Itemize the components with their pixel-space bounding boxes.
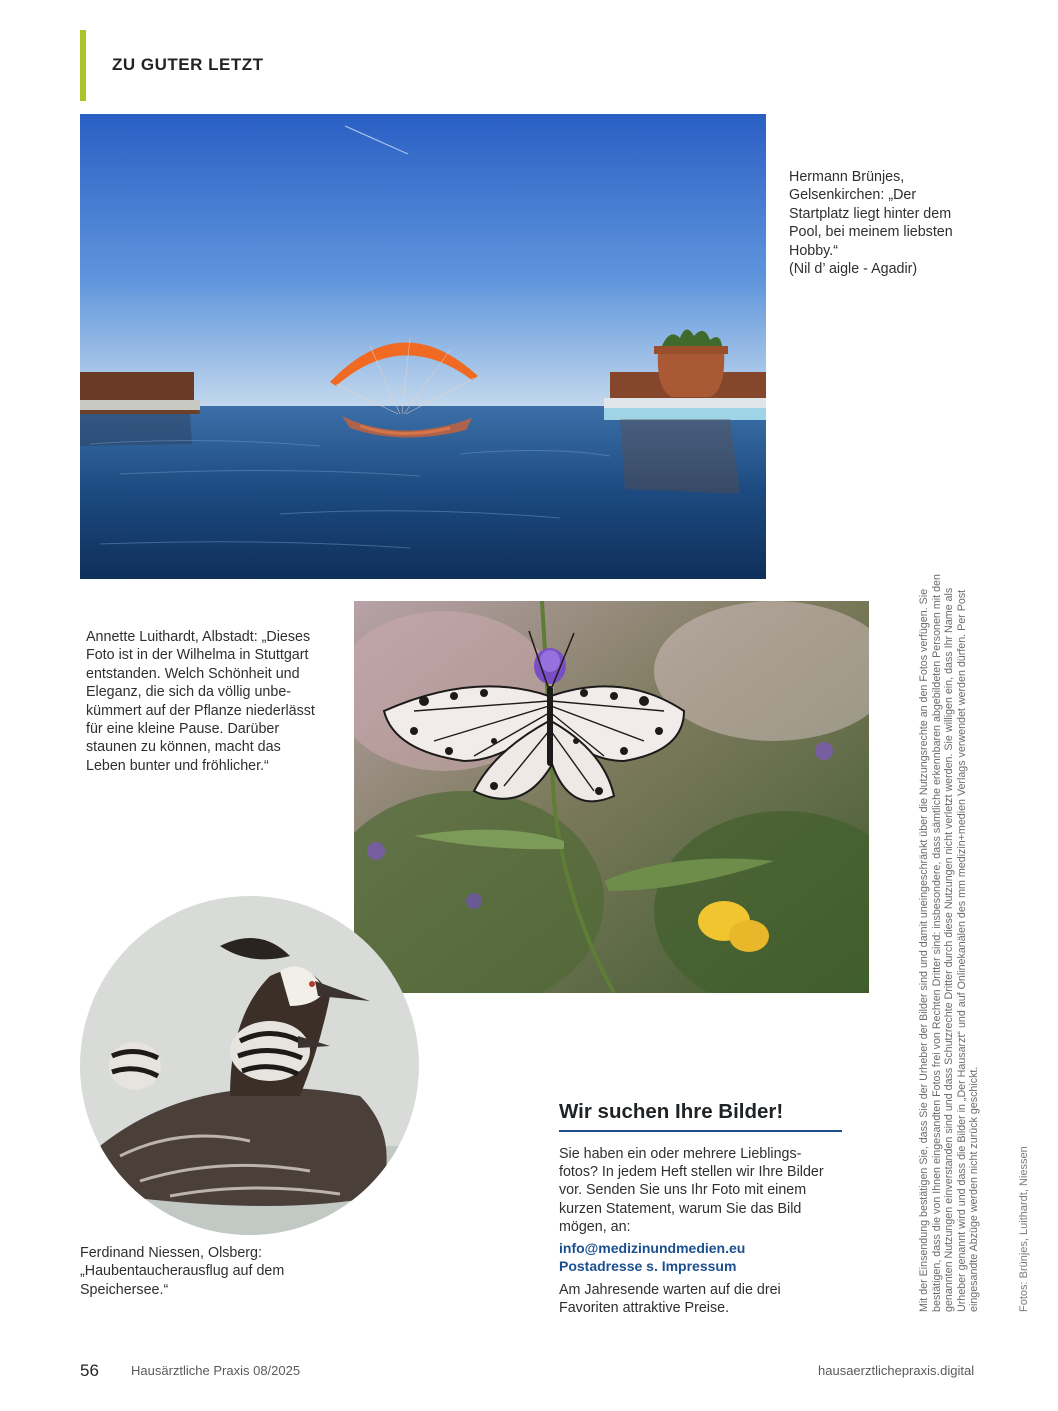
photo-grebe xyxy=(80,896,419,1235)
caption-photo-2: Annette Luithardt, Albstadt: „Dieses Foto ist in der Wilhelma in Stuttgart entstanden. Welch Schönheit und Eleganz, die sich da völlig unbe- kümmert auf der Pflanze niederlässt für eine kleine Pause. Darüber staunen zu können, macht das Leben bunter und fröhlicher.“ xyxy=(86,629,315,774)
caption-photo-1: Hermann Brünjes, Gelsenkirchen: „Der Startplatz liegt hinter dem Pool, bei meinem liebsten Hobby.“ (Nil d’ aigle - Agadir) xyxy=(789,169,953,278)
photo-paraglider-pool xyxy=(80,114,766,579)
page-number: 56 xyxy=(80,1361,99,1380)
photo-butterfly xyxy=(354,601,869,993)
postal-address-note: Postadresse s. Impressum xyxy=(559,1258,737,1274)
call-title-rule xyxy=(559,1130,842,1132)
call-body: Sie haben ein oder mehrere Lieblings- fotos? In jedem Heft stellen wir Ihre Bilder vor. Senden Sie uns Ihr Foto mit einem kurzen Statement, warum Sie das Bild mögen, an: xyxy=(559,1146,824,1235)
section-accent-bar xyxy=(80,30,86,101)
caption-photo-3: Ferdinand Niessen, Olsberg: „Haubentaucherausflug auf dem Speichersee.“ xyxy=(80,1245,285,1298)
call-title: Wir suchen Ihre Bilder! xyxy=(559,1100,784,1123)
section-title: ZU GUTER LETZT xyxy=(112,55,264,74)
legal-notice: Mit der Einsendung bestätigen Sie, dass Sie der Urheber der Bilder sind und damit uneingeschränkt über die Nutzungsrechte an den Fotos verfügen. Sie bestätigen, dass die von Ihnen eingesandten Fotos frei von Rechten Dritter sind: insbesondere, dass sämtliche erkennbaren abgebildeten Personen mit den genannten Nutzungen einverstanden sind und dass Schutzrechte Dritter durch diese Nutzungen nicht verletzt werden. Sie willigen ein, dass Ihr Name als Urheber genannt wird und dass die Bilder in „Der Hausarzt“ und auf Onlinekanälen des mm medizin+medien Verlags verwendet werden dürfen. Per Post eingesandte Abzüge werden nicht zurück geschickt. xyxy=(918,574,981,1312)
contact-email-link[interactable]: info@medizinundmedien.eu xyxy=(559,1240,746,1256)
call-outro: Am Jahresende warten auf die drei Favoriten attraktive Preise. xyxy=(559,1282,781,1317)
journal-title: Hausärztliche Praxis 08/2025 xyxy=(131,1363,301,1378)
photo-credits: Fotos: Brünjes, Luithardt, Niessen xyxy=(1018,1146,1030,1312)
website-link[interactable]: hausaerztlichepraxis.digital xyxy=(818,1363,975,1378)
